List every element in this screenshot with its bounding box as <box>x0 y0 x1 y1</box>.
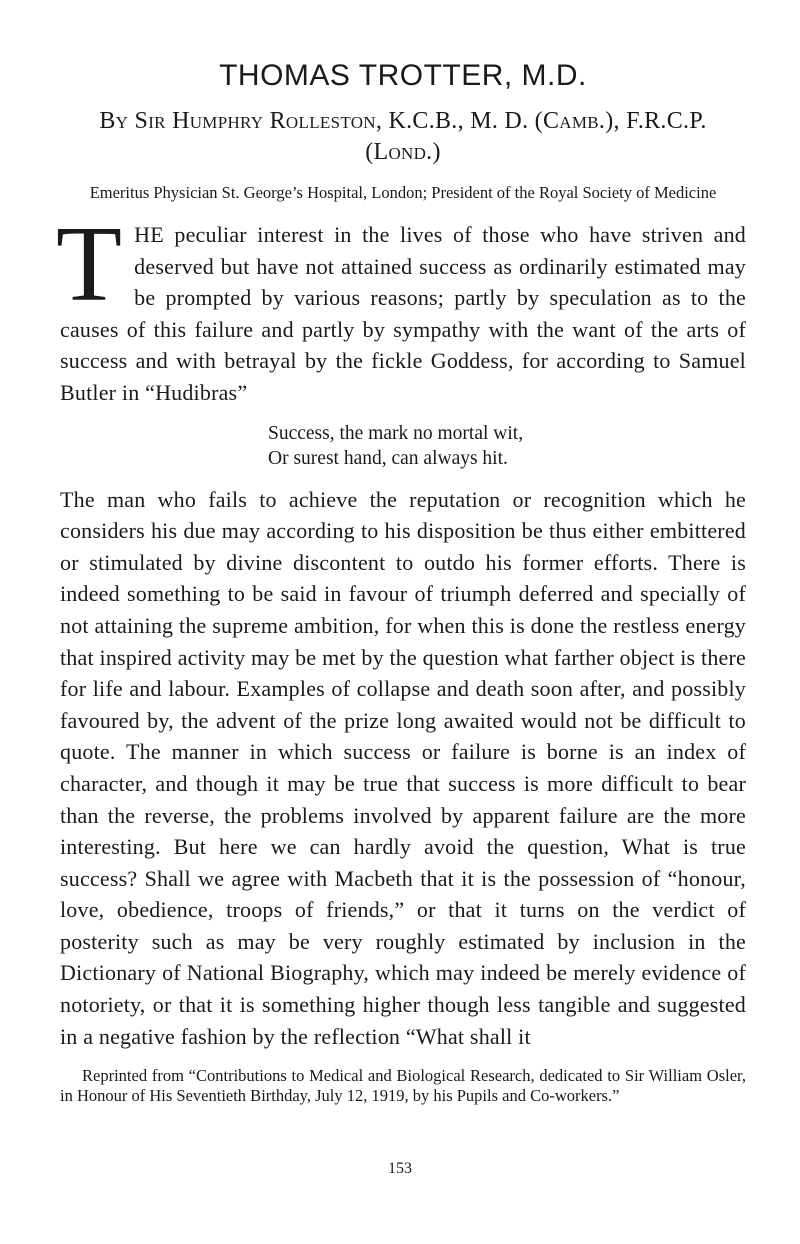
reprint-footnote: Reprinted from “Contributions to Medical and Biological Research, dedicated to Sir William Osler, in Honour of His Seventieth Birthday, July 12, 1919, by his Pupils and Co-workers.” <box>60 1066 746 1105</box>
paragraph-1 <box>56 205 746 409</box>
drop-cap: T <box>56 205 123 324</box>
verse-line-1: Success, the mark no mortal wit, <box>268 422 524 444</box>
verse-line-2: Or surest hand, can always hit. <box>268 448 508 470</box>
byline-line-1: By Sir Humphry Rolleston, K.C.B., M. D. (Camb.), F.R.C.P. <box>99 108 707 134</box>
verse-quote <box>268 421 746 472</box>
page-number: 153 <box>388 1160 412 1177</box>
paragraph-1-text: HE peculiar interest in the lives of those who have striven and deserved but have not attained success as ordinarily estimated may be prompted by various reasons; partly by speculation as to the causes of this failure and partly by sympathy with the want of the arts of success and with betrayal by the fickle Goddess, for according to Samuel Butler in “Hudibras” <box>60 222 746 405</box>
article-title: THOMAS TROTTER, M.D. <box>219 59 587 92</box>
byline-line-2: (Lond.) <box>365 139 441 165</box>
author-affiliation: Emeritus Physician St. George’s Hospital, London; President of the Royal Society of Medicine <box>89 183 717 202</box>
paragraph-2: The man who fails to achieve the reputation or recognition which he considers his due may according to his disposition be thus either embittered or stimulated by divine discontent to outdo his former efforts. There is indeed something to be said in favour of triumph deferred and specially of not attaining the supreme ambition, for when this is done the restless energy that inspired activity may be met by the question what farther object is there for life and labour. Examples of collapse and death soon after, and possibly favoured by, the advent of the prize long awaited would not be difficult to quote. The manner in which success or failure is borne is an index of character, and though it may be true that success is more difficult to bear than the reverse, the problems involved by apparent failure are the more interesting. But here we can hardly avoid the question, What is true success? Shall we agree with Macbeth that it is the possession of “honour, love, obedience, troops of friends,” or that it turns on the verdict of posterity such as may be very roughly estimated by inclusion in the Dictionary of National Biography, which may indeed be merely evidence of notoriety, or that it is something higher though less tangible and suggested in a negative fashion by the reflection “What shall it <box>60 486 746 1049</box>
article-page <box>56 58 746 1105</box>
author-byline <box>60 106 746 168</box>
